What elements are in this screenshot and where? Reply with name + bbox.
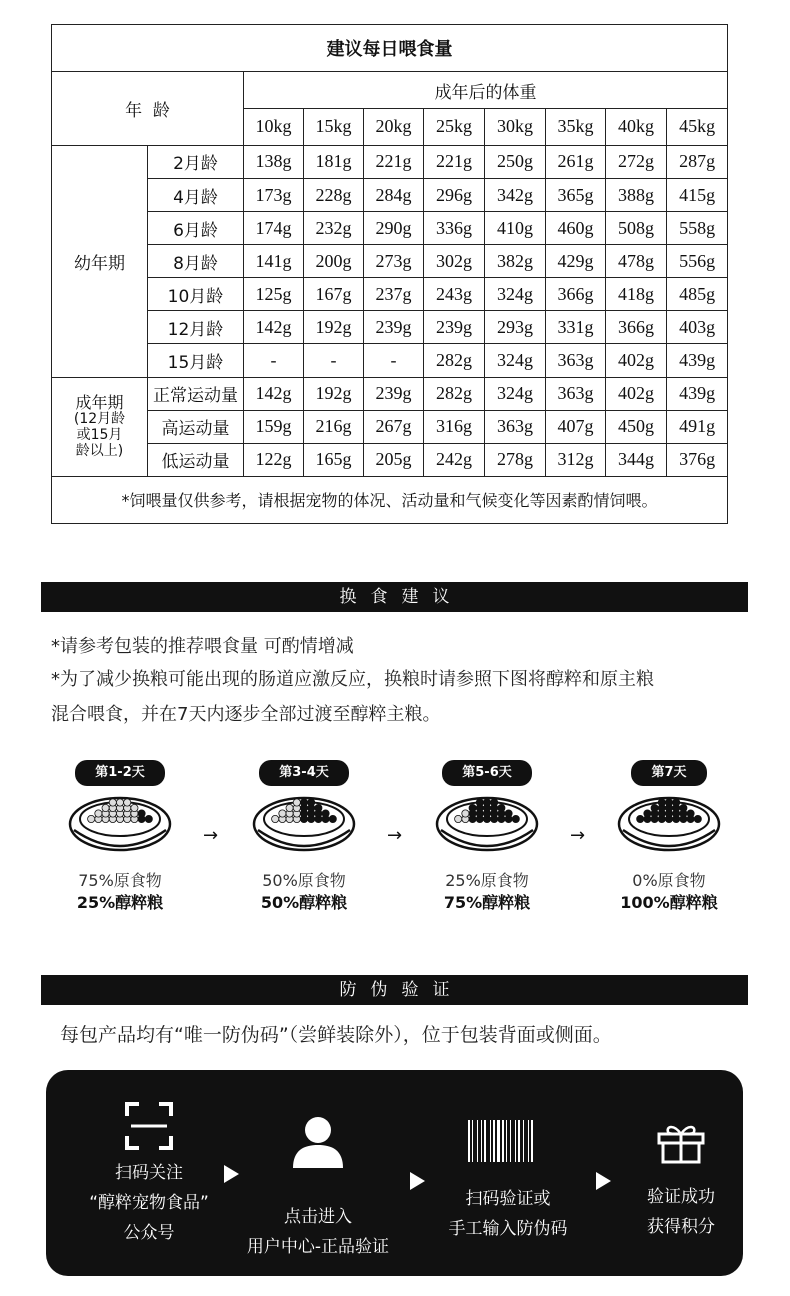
feed-amount-cell: 141g	[244, 245, 304, 278]
age-cell: 4月龄	[148, 178, 244, 211]
right-arrow-icon: →	[203, 825, 219, 846]
table-row	[52, 178, 728, 211]
verify-step-line: 手工输入防伪码	[448, 1219, 568, 1239]
feed-amount-cell: 287g	[667, 145, 728, 178]
feed-amount-cell: 138g	[244, 145, 304, 178]
feed-amount-cell: 239g	[424, 311, 485, 344]
table-row	[52, 377, 728, 410]
feed-amount-cell: 181g	[304, 145, 364, 178]
anti-header: 防伪验证	[41, 975, 748, 1005]
feed-amount-cell: 331g	[546, 311, 606, 344]
feed-amount-cell: 174g	[244, 212, 304, 245]
feed-amount-cell: 365g	[546, 178, 606, 211]
feed-amount-cell: 485g	[667, 278, 728, 311]
feed-amount-cell: 232g	[304, 212, 364, 245]
anti-fake-text: 每包产品均有“唯一防伪码”（尝鲜装除外），位于包装背面或侧面。	[60, 1024, 612, 1046]
feed-amount-cell: 142g	[244, 311, 304, 344]
table-row	[52, 145, 728, 178]
feed-amount-cell: 243g	[424, 278, 485, 311]
verify-step-line: 验证成功	[647, 1187, 715, 1207]
age-cell: 15月龄	[148, 344, 244, 377]
feed-amount-cell: 192g	[304, 377, 364, 410]
feed-amount-cell: 261g	[546, 145, 606, 178]
age-cell: 6月龄	[148, 212, 244, 245]
feed-amount-cell: 478g	[606, 245, 667, 278]
switch-line-2: *为了减少换粮可能出现的肠道应激反应，换粮时请参照下图将醇粹和原主粮	[51, 669, 654, 690]
feed-amount-cell: 284g	[364, 178, 424, 211]
table-row	[52, 443, 728, 476]
feed-amount-cell: 165g	[304, 443, 364, 476]
activity-cell: 低运动量	[148, 443, 244, 476]
old-food-ratio: 25%原食物	[445, 871, 529, 890]
verify-step-line: “醇粹宠物食品”	[89, 1193, 209, 1213]
feed-amount-cell: 216g	[304, 410, 364, 443]
adult-group-note: (12月龄	[73, 411, 126, 428]
age-cell: 2月龄	[148, 145, 244, 178]
feed-amount-cell: 376g	[667, 443, 728, 476]
feed-amount-cell: -	[244, 344, 304, 377]
new-food-ratio: 75%醇粹粮	[443, 893, 531, 912]
feed-amount-cell: 237g	[364, 278, 424, 311]
transition-step	[229, 760, 379, 914]
right-arrow-icon: →	[387, 825, 403, 846]
barcode-icon	[467, 1120, 549, 1162]
right-arrow-icon: →	[570, 825, 586, 846]
feeding-table	[51, 24, 728, 524]
food-bowl-icon	[68, 786, 172, 852]
feed-amount-cell: 125g	[244, 278, 304, 311]
verification-panel	[46, 1070, 743, 1276]
feed-amount-cell: 173g	[244, 178, 304, 211]
feed-amount-cell: 460g	[546, 212, 606, 245]
feed-amount-cell: 293g	[485, 311, 546, 344]
table-row	[52, 311, 728, 344]
feed-amount-cell: 282g	[424, 377, 485, 410]
switch-header: 换食建议	[41, 582, 748, 612]
age-cell: 8月龄	[148, 245, 244, 278]
feed-amount-cell: 336g	[424, 212, 485, 245]
table-title: 建议每日喂食量	[52, 25, 728, 72]
feed-amount-cell: 242g	[424, 443, 485, 476]
feed-amount-cell: 388g	[606, 178, 667, 211]
new-food-ratio: 50%醇粹粮	[260, 893, 348, 912]
day-badge: 第7天	[631, 760, 706, 786]
feed-amount-cell: 282g	[424, 344, 485, 377]
feed-amount-cell: 363g	[546, 344, 606, 377]
feed-amount-cell: 363g	[546, 377, 606, 410]
table-row	[52, 212, 728, 245]
food-bowl-icon	[617, 786, 721, 852]
weight-col-header: 35kg	[546, 109, 606, 146]
table-row	[52, 278, 728, 311]
feed-amount-cell: 366g	[606, 311, 667, 344]
feed-amount-cell: 167g	[304, 278, 364, 311]
verify-step-line: 扫码验证或	[465, 1189, 551, 1209]
table-row	[52, 344, 728, 377]
food-bowl-icon	[252, 786, 356, 852]
feed-amount-cell: 450g	[606, 410, 667, 443]
new-food-ratio: 100%醇粹粮	[620, 893, 718, 912]
feed-amount-cell: 403g	[667, 311, 728, 344]
feed-amount-cell: 382g	[485, 245, 546, 278]
feed-amount-cell: 302g	[424, 245, 485, 278]
weight-col-header: 25kg	[424, 109, 485, 146]
feed-amount-cell: 558g	[667, 212, 728, 245]
table-note: *饲喂量仅供参考，请根据宠物的体况、活动量和气候变化等因素酌情饲喂。	[52, 476, 728, 523]
verify-step-line: 扫码关注	[115, 1163, 183, 1183]
feed-amount-cell: 272g	[606, 145, 667, 178]
feed-amount-cell: -	[304, 344, 364, 377]
feed-amount-cell: 342g	[485, 178, 546, 211]
adult-group-note: 或15月	[76, 427, 123, 444]
feed-amount-cell: 159g	[244, 410, 304, 443]
weight-col-header: 30kg	[485, 109, 546, 146]
adult-group-note: 龄以上)	[75, 443, 124, 460]
feed-amount-cell: 324g	[485, 278, 546, 311]
feed-amount-cell: 228g	[304, 178, 364, 211]
feed-amount-cell: 142g	[244, 377, 304, 410]
verify-step-scan	[64, 1100, 234, 1248]
day-badge: 第5-6天	[442, 760, 532, 786]
feed-amount-cell: 508g	[606, 212, 667, 245]
weight-col-header: 15kg	[304, 109, 364, 146]
verify-step-line: 获得积分	[647, 1217, 715, 1237]
feed-amount-cell: 316g	[424, 410, 485, 443]
feed-amount-cell: 239g	[364, 311, 424, 344]
feed-amount-cell: 363g	[485, 410, 546, 443]
feed-amount-cell: 418g	[606, 278, 667, 311]
weight-header: 成年后的体重	[244, 72, 728, 109]
weight-col-header: 10kg	[244, 109, 304, 146]
feed-amount-cell: 312g	[546, 443, 606, 476]
age-header: 年 龄	[52, 72, 244, 146]
next-arrow-icon	[410, 1172, 425, 1190]
feed-amount-cell: 344g	[606, 443, 667, 476]
age-cell: 12月龄	[148, 311, 244, 344]
feed-amount-cell: 267g	[364, 410, 424, 443]
verify-step-line: 点击进入	[284, 1207, 352, 1227]
feed-amount-cell: 290g	[364, 212, 424, 245]
activity-cell: 正常运动量	[148, 377, 244, 410]
table-row	[52, 410, 728, 443]
verify-step-line: 公众号	[123, 1223, 175, 1243]
feed-amount-cell: 122g	[244, 443, 304, 476]
day-badge: 第1-2天	[75, 760, 165, 786]
old-food-ratio: 50%原食物	[262, 871, 346, 890]
feed-amount-cell: 192g	[304, 311, 364, 344]
transition-step	[45, 760, 195, 914]
day-badge: 第3-4天	[259, 760, 349, 786]
feed-amount-cell: 273g	[364, 245, 424, 278]
old-food-ratio: 0%原食物	[632, 871, 706, 890]
feed-amount-cell: 278g	[485, 443, 546, 476]
feed-amount-cell: 239g	[364, 377, 424, 410]
feed-amount-cell: 200g	[304, 245, 364, 278]
food-bowl-icon	[435, 786, 539, 852]
switch-line-1: *请参考包装的推荐喂食量 可酌情增减	[51, 636, 354, 657]
verify-step-user	[228, 1114, 408, 1262]
gift-icon	[656, 1122, 706, 1164]
table-row	[52, 245, 728, 278]
user-icon	[291, 1114, 345, 1168]
verify-step-line: 用户中心-正品验证	[246, 1237, 390, 1257]
adult-group-label	[52, 377, 148, 476]
scan-icon	[123, 1100, 175, 1152]
switch-line-3: 混合喂食，并在7天内逐步全部过渡至醇粹主粮。	[51, 704, 441, 725]
feed-amount-cell: 324g	[485, 344, 546, 377]
adult-group-title: 成年期	[75, 393, 124, 413]
feed-amount-cell: 221g	[424, 145, 485, 178]
transition-step	[412, 760, 562, 914]
next-arrow-icon	[596, 1172, 611, 1190]
weight-col-header: 45kg	[667, 109, 728, 146]
new-food-ratio: 25%醇粹粮	[76, 893, 164, 912]
feed-amount-cell: 415g	[667, 178, 728, 211]
age-cell: 10月龄	[148, 278, 244, 311]
feed-amount-cell: 296g	[424, 178, 485, 211]
weight-col-header: 20kg	[364, 109, 424, 146]
feed-amount-cell: 402g	[606, 377, 667, 410]
feed-amount-cell: 439g	[667, 377, 728, 410]
feed-amount-cell: 491g	[667, 410, 728, 443]
feed-amount-cell: 439g	[667, 344, 728, 377]
feed-amount-cell: 402g	[606, 344, 667, 377]
feed-amount-cell: 250g	[485, 145, 546, 178]
feed-amount-cell: 221g	[364, 145, 424, 178]
puppy-group-label: 幼年期	[52, 145, 148, 377]
transition-step	[594, 760, 744, 914]
weight-col-header: 40kg	[606, 109, 667, 146]
activity-cell: 高运动量	[148, 410, 244, 443]
verify-step-gift	[616, 1122, 746, 1242]
feed-amount-cell: 324g	[485, 377, 546, 410]
feed-amount-cell: 429g	[546, 245, 606, 278]
feed-amount-cell: -	[364, 344, 424, 377]
feed-amount-cell: 366g	[546, 278, 606, 311]
feed-amount-cell: 205g	[364, 443, 424, 476]
feed-amount-cell: 410g	[485, 212, 546, 245]
feed-amount-cell: 407g	[546, 410, 606, 443]
feed-amount-cell: 556g	[667, 245, 728, 278]
verify-step-barcode	[428, 1120, 588, 1244]
old-food-ratio: 75%原食物	[78, 871, 162, 890]
